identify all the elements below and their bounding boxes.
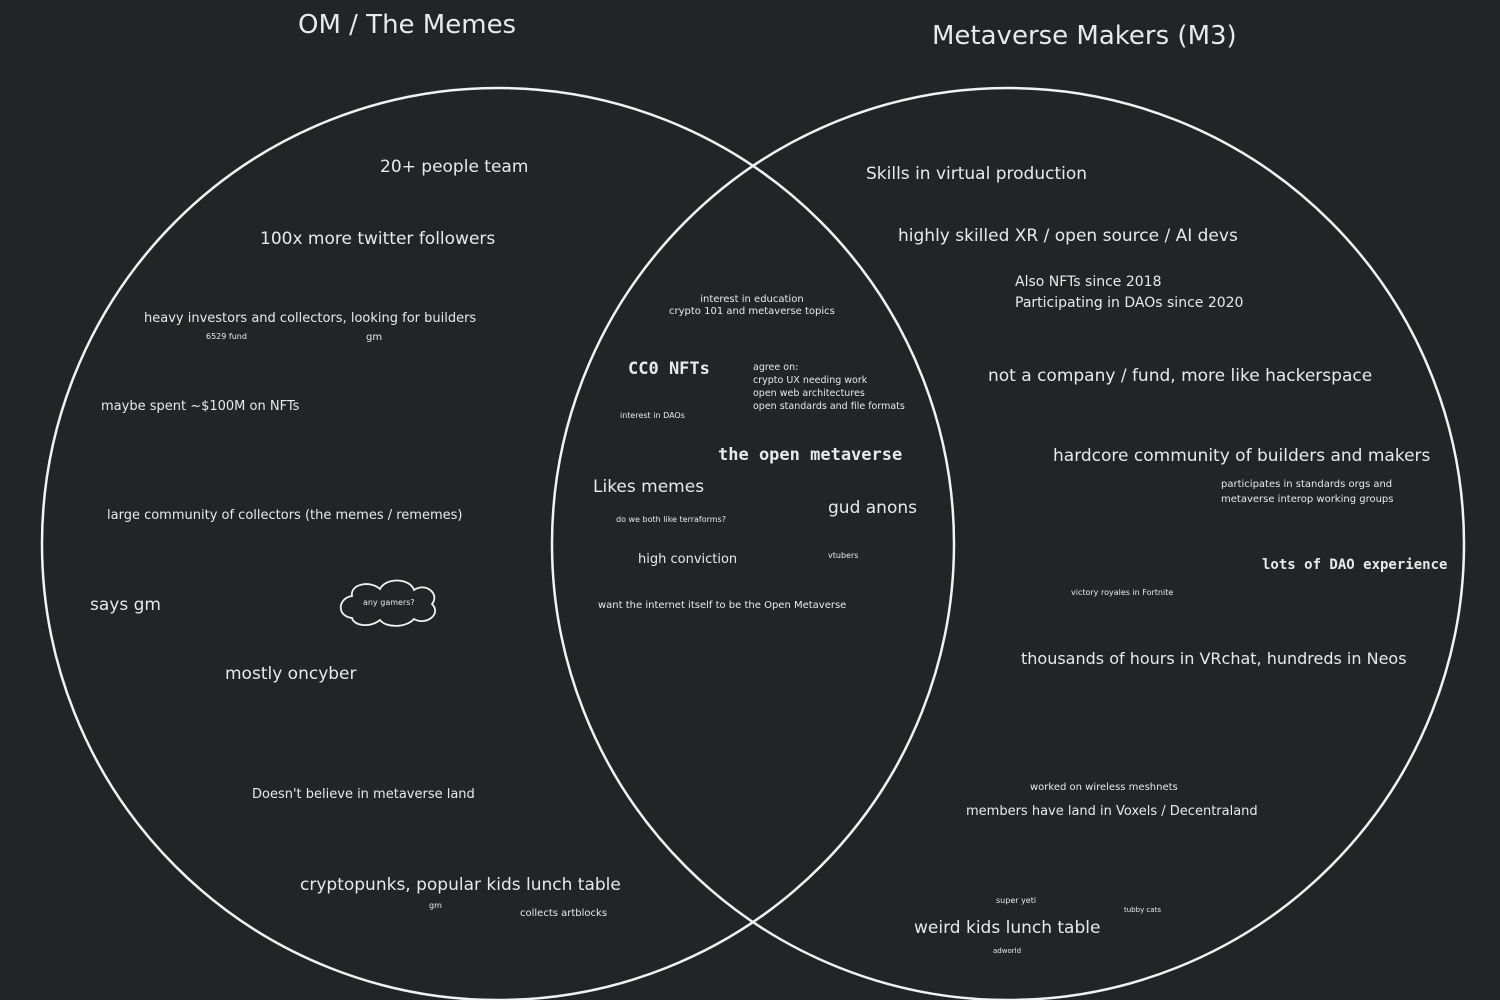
right-item-yeti: super yeti [996,896,1037,905]
right-item-skills: Skills in virtual production [866,164,1088,184]
middle-item-daos: interest in DAOs [620,411,685,420]
right-circle [552,88,1464,1000]
right-item-devs: highly skilled XR / open source / AI devs [898,226,1238,246]
left-item-punks: cryptopunks, popular kids lunch table [300,875,621,895]
right-item-hackerspace: not a company / fund, more like hackerspace [988,366,1373,386]
middle-item-gud-anons: gud anons [828,498,917,518]
right-item-tubby: tubby cats [1124,906,1161,914]
left-item-says-gm: says gm [90,595,161,615]
left-item-fund: 6529 fund [206,332,247,341]
left-item-twitter: 100x more twitter followers [260,229,496,249]
left-item-spent: maybe spent ~$100M on NFTs [101,399,300,414]
right-item-hardcore: hardcore community of builders and makers [1053,446,1431,466]
right-item-standards: participates in standards orgs and metaverse interop working groups [1221,479,1394,505]
middle-item-terraforms: do we both like terraforms? [616,515,726,524]
middle-item-vtubers: vtubers [828,551,859,560]
left-item-artblocks: collects artblocks [520,908,608,919]
middle-item-memes: Likes memes [593,477,705,497]
right-item-weird: weird kids lunch table [914,918,1101,938]
middle-item-agree: agree on: crypto UX needing work open web architectures open standards and file formats [753,362,905,412]
right-item-adworld: adworld [993,947,1022,955]
left-item-gm-small: gm [429,901,442,910]
right-item-nfts: Also NFTs since 2018 Participating in DAOs since 2020 [1015,274,1244,311]
left-circle [42,88,954,1000]
middle-item-education: interest in education crypto 101 and metaverse topics [669,294,835,317]
middle-item-internet: want the internet itself to be the Open Metaverse [598,600,847,611]
left-item-investors: heavy investors and collectors, looking for builders [144,311,477,326]
left-item-land: Doesn't believe in metaverse land [252,787,475,802]
left-item-gm: gm [366,332,383,343]
right-item-vrchat: thousands of hours in VRchat, hundreds in Neos [1021,649,1407,668]
left-item-team: 20+ people team [380,157,529,177]
left-circle-title: OM / The Memes [298,10,517,40]
middle-item-cc0: CC0 NFTs [628,359,710,379]
left-item-community: large community of collectors (the memes / rememes) [107,508,463,523]
right-circle-title: Metaverse Makers (M3) [932,21,1237,51]
middle-item-open-metaverse: the open metaverse [718,445,903,465]
right-item-voxels: members have land in Voxels / Decentraland [966,804,1258,819]
cloud-text: any gamers? [363,598,415,607]
right-item-dao-experience: lots of DAO experience [1262,557,1448,573]
left-item-oncyber: mostly oncyber [225,664,357,684]
right-item-fortnite: victory royales in Fortnite [1071,588,1174,597]
right-item-meshnets: worked on wireless meshnets [1030,782,1178,793]
middle-item-conviction: high conviction [638,552,738,567]
